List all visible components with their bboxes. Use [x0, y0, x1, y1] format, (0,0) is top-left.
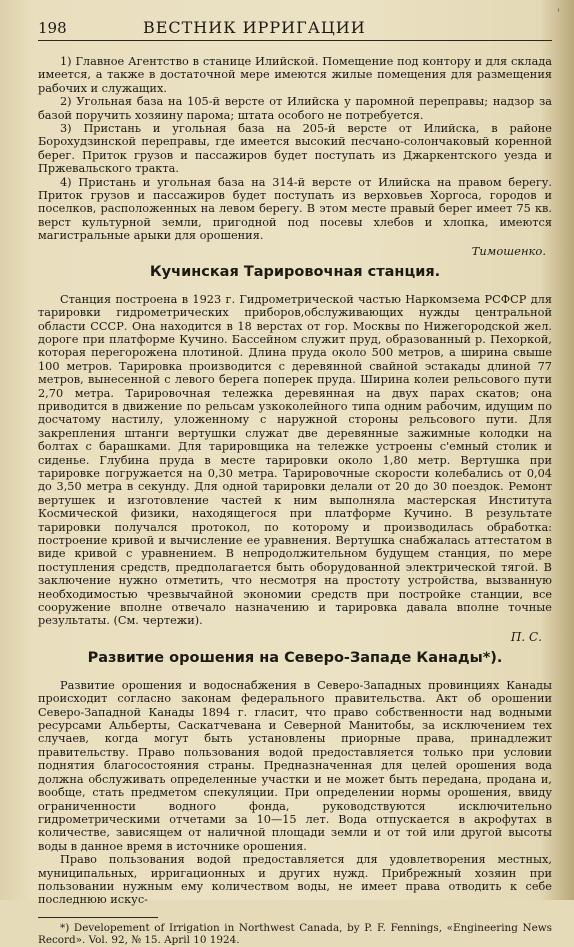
page-header: [38, 18, 552, 41]
footnote: *) Developement of Irrigation in Northwest Canada, by P. F. Fennings, «Engineering News Record». Vol. 92, № 15. April 10 1924.: [38, 921, 552, 947]
section-paragraph: Развитие орошения и водоснабжения в Северо-Западных провинциях Канады происходит согласно законам федерального правительства. Акт об орошении Северо-Западной Канады 1894 г. гласит, что право собственности над водными ресурсами Альберты, Саскатчевана и Северной Манитобы, за исключением тех случаев, когда могут быть установлены приорные права, принадлежит правительству. Право пользования водой предоставляется только при условии поднятия благосостояния страны. Предназначенная для целей орошения вода должна обслуживать определенные участки и не может быть передана, продана и, вообще, стать предметом спекуляции. При определении нормы орошения, ввиду ограниченности водного фонда, руководствуются исключительно гидрометрическими отчетами за 10—15 лет. Вода отпускается в акрофутах в количестве, зависящем от наличной площади земли и от той или другой высоты воды в данное время в источнике орошения.: [38, 678, 552, 853]
section-body-kuchino: Станция построена в 1923 г. Гидрометрической частью Наркомзема РСФСР для тарировки гидрометрических приборов,обслуживающих нужды центральной области СССР. Она находится в 18 верстах от гор. Москвы по Нижегородской жел. дороге при платформе Кучино. Бассейном служит пруд, образованный р. Пехоркой, которая перегорожена плотиной. Длина пруда около 500 метров, а ширина свыше 100 метров. Тарировка производится с деревянной свайной эстакады длиной 77 метров, вынесенной с левого берега поперек пруда. Ширина колеи рельсового пути 2,70 метра. Тарировочная тележка деревянная на двух парах скатов; она приводится в движение по рельсам узкоколейного типа одним рабочим, идущим по досчатому настилу, уложенному с наружной стороны рельсового пути. Для закрепления штанги вертушки служат две деревянные зажимные колодки на болтах с барашками. Для тарировщика на тележке устроены с'емный столик и сиденье. Глубина пруда в месте тарировки около 1,80 метр. Вертушка при тарировке погружается на 0,30 метра. Тарировочные скорости колебались от 0,04 до 3,50 метра в секунду. Для одной тарировки делали от 20 до 30 поездок. Ремонт вертушек и изготовление частей к ним выполняла мастерская Института Космической физики, находящегося при платформе Кучино. В результате тарировки получался протокол, по которому и производилась обработка: построение кривой и вычисление ее уравнения. Вертушка снабжалась аттестатом в виде кривой с уравнением. В непродолжительном будущем станция, по мере поступления средств, предполагается быть оборудованной электрической тягой. В заключение нужно отметить, что несмотря на простоту устройства, вызванную необходимостью чрезвычайной экономии средств при постройке станции, все сооружение вполне отвечало назначению и тарировка давала вполне точные результаты. (См. чертежи).: [38, 292, 552, 628]
author-initials: П. С.: [510, 629, 542, 644]
running-title: ВЕСТНИК ИРРИГАЦИИ: [142, 18, 366, 37]
section-heading-canada: Развитие орошения на Северо-Западе Канады*).: [87, 649, 503, 666]
footnote-divider: [38, 917, 158, 918]
section-paragraph: Право пользования водой предоставляется для удовлетворения местных, муниципальных, ирригационных и других нужд. Прибрежный хозяин при пользовании нужным ему количеством воды, не имеет права отводить к себе последнюю искус-: [38, 853, 552, 907]
pencil-mark: ': [557, 8, 560, 19]
agency-list: [38, 55, 552, 243]
page-number: 198: [38, 19, 67, 37]
section-heading-kuchino: Кучинская Тарировочная станция.: [149, 263, 441, 280]
list-item: 3) Пристань и угольная база на 205-й версте от Илийска, в районе Борохудзинской переправы, где имеется высокий песчано-солончаковый коренной берег. Приток грузов и пассажиров будет поступать из Джаркентского уезда и Пржевальского тракта.: [38, 122, 552, 176]
list-item: 2) Угольная база на 105-й версте от Илийска у паромной переправы; надзор за базой поручить хозяину парома; штата особого не потребуется.: [38, 95, 552, 122]
list-item: 1) Главное Агентство в станице Илийской. Помещение под контору и для склада имеется, а также в достаточной мере имеются жилые помещения для размещения рабочих и служащих.: [38, 55, 552, 95]
author-signature: Тимошенко.: [471, 243, 546, 258]
list-item: 4) Пристань и угольная база на 314-й версте от Илийска на правом берегу. Приток грузов и пассажиров будет поступать из верховьев Хоргоса, городов и поселков, расположенных на левом берегу. В этом месте правый берег имеет 75 кв. верст культурной земли, пригодной под посевы хлебов и хлопка, имеются магистральные арыки для орошения.: [38, 175, 552, 243]
